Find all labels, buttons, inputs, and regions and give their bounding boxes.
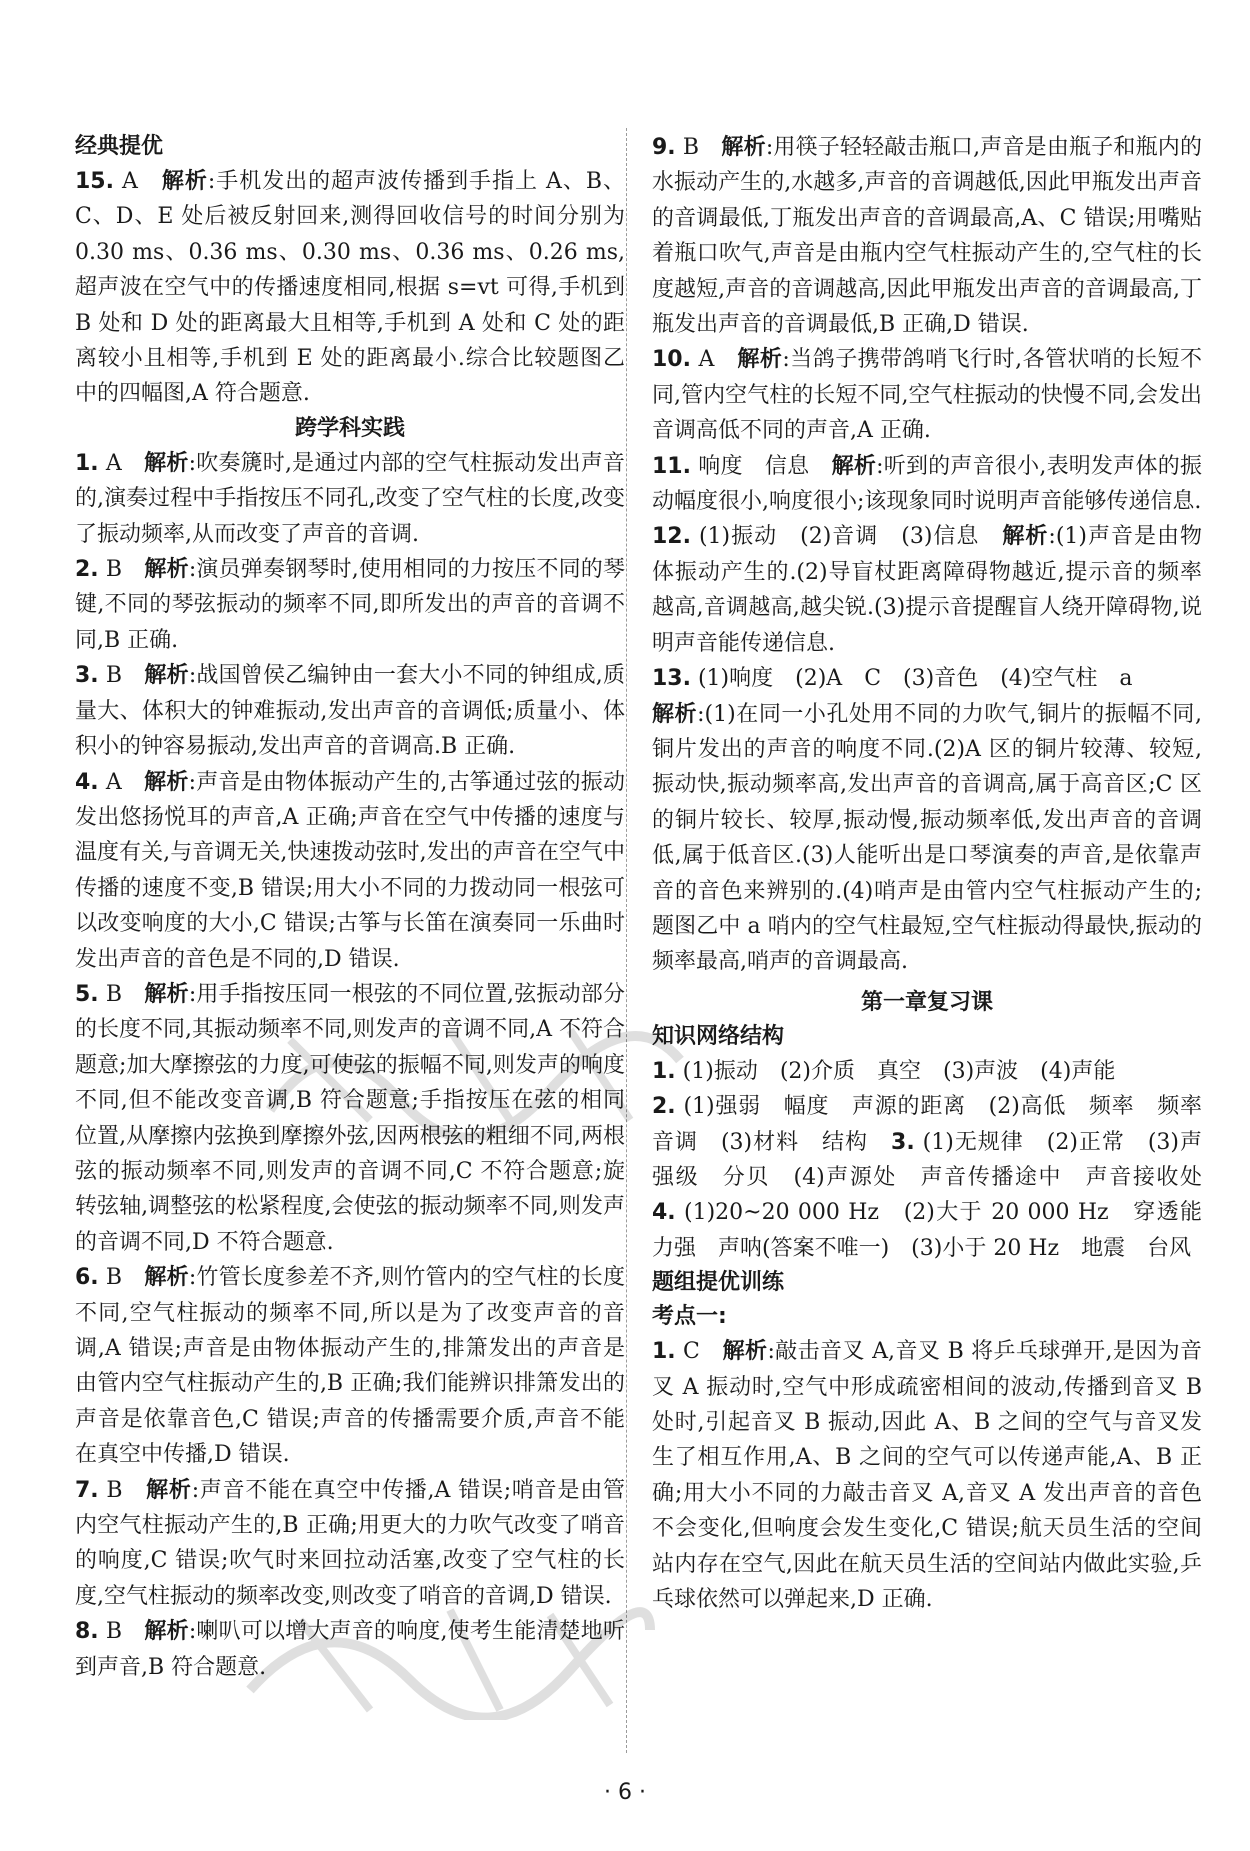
answer-2 [75,552,625,658]
question-number: 4. [75,769,99,795]
answer-9 [652,130,1202,342]
analysis-text: :听到的声音很小,表明发声体的振动幅度很小,响度很小;该现象同时说明声音能够传递信息. [652,453,1202,515]
analysis-label: 解析 [161,169,208,194]
analysis-label: 解析 [1002,524,1049,550]
knowledge-text: (1)20~20 000 Hz (2)大于 20 000 Hz 穿透能力强 声呐(答案不唯一) (3)小于 20 Hz 地震 台风 [652,1200,1202,1261]
analysis-text: :手机发出的超声波传播到手指上 A、B、C、D、E 处后被反射回来,测得回收信号的时间分别为0.30 ms、0.36 ms、0.30 ms、0.36 ms、0.26 ms,超声波在空气中的传播速度相同,根据 s=vt 可得,手机到 B 处和 D 处的距离最大且相等,手机到 A 处和 C 处的距离较小且相等,手机到 E 处的距离最小.综合比较题图乙中的四幅图,A 符合题意. [75,169,625,407]
answer-choice: A [98,769,122,795]
exam-point-one-title: 考点一: [652,1304,727,1330]
analysis-label: 解析 [144,1265,189,1291]
analysis-label: 解析 [144,981,189,1007]
section-title-interdisciplinary: 跨学科实践 [294,415,405,441]
analysis-label: 解析 [144,1619,189,1645]
analysis-label: 解析 [831,453,877,479]
question-number: 13. [652,666,691,692]
answer-choice: B [98,981,123,1007]
section-title-classic: 经典提优 [75,134,164,159]
analysis-text: :演员弹奏钢琴时,使用相同的力按压不同的琴键,不同的琴弦振动的频率不同,即所发出的声音的音调不同,B 正确. [75,557,625,653]
question-number: 15. [75,169,114,194]
analysis-text: :用筷子轻轻敲击瓶口,声音是由瓶子和瓶内的水振动产生的,水越多,声音的音调越低,因此甲瓶发出声音的音调最低,丁瓶发出声音的音调最高,A、C 错误;用嘴贴着瓶口吹气,声音是由瓶内空气柱振动产生的,空气柱的长度越短,声音的音调越高,因此甲瓶发出声音的音调最高,丁瓶发出声音的音调最低,B 正确,D 错误. [652,135,1202,338]
analysis-text: :喇叭可以增大声音的响度,使考生能清楚地听到声音,B 符合题意. [75,1619,625,1680]
answer-choice: C [675,1339,700,1365]
answer-6 [75,1260,625,1472]
answer-4 [75,765,625,977]
question-number: 3. [891,1129,915,1155]
question-number: 1. [652,1339,676,1365]
analysis-text: :(1)声音是由物体振动产生的.(2)导盲杖距离障碍物越近,提示音的频率越高,音调越高,越尖锐.(3)提示音提醒盲人绕开障碍物,说明声音能传递信息. [652,524,1202,656]
answer-13-analysis [652,697,1202,980]
question-number: 7. [75,1477,99,1503]
question-number: 1. [652,1058,676,1084]
question-number: 12. [652,524,691,550]
knowledge-text: (1)无规律 (2)正常 (3)声强级 分贝 (4)声源处 声音传播途中 声音接收处 [652,1129,1224,1190]
answer-choice: A [113,169,138,194]
analysis-text: :声音不能在真空中传播,A 错误;哨音是由管内空气柱振动产生的,B 正确;用更大的力吹气改变了哨音的响度,C 错误;吹气时来回拉动活塞,改变了空气柱的长度,空气柱振动的频率改变,则改变了哨音的音调,D 错误. [75,1477,625,1609]
analysis-label: 解析 [722,1339,768,1365]
analysis-label: 解析 [144,663,189,689]
answer-choice: B [98,1477,123,1503]
knowledge-text: (1)强弱 幅度 声源的距离 (2)高低 频率 频率 音调 (3)材料 结构 [652,1094,1225,1155]
answer-13 [652,661,1202,696]
answer-7 [75,1473,625,1615]
answer-8 [75,1614,625,1685]
question-number: 1. [75,450,99,476]
knowledge-text: (1)振动 (2)介质 真空 (3)声波 (4)声能 [675,1058,1116,1084]
answer-choice: 响度 信息 [690,453,810,479]
answer-3 [75,658,625,764]
answer-15 [75,164,625,412]
analysis-text: :用手指按压同一根弦的不同位置,弦振动部分的长度不同,其振动频率不同,则发声的音调不同,A 不符合题意;加大摩擦弦的力度,可使弦的振幅不同,则发声的响度不同,但不能改变音调,B 符合题意;手指按压在弦的相同位置,从摩擦内弦换到摩擦外弦,因两根弦的粗细不同,两根弦的振动频率不同,则发声的音调不同,C 不符合题意;旋转弦轴,调整弦的松紧程度,会使弦的振动频率不同,则发声的音调不同,D 不符合题意. [75,981,625,1255]
analysis-text: :吹奏篪时,是通过内部的空气柱振动发出声音的,演奏过程中手指按压不同孔,改变了空气柱的长度,改变了振动频率,从而改变了声音的音调. [75,450,625,547]
analysis-text: :战国曾侯乙编钟由一套大小不同的钟组成,质量大、体积大的钟难振动,发出声音的音调低;质量小、体积小的钟容易振动,发出声音的音调高.B 正确. [75,663,625,760]
answer-choice: B [98,557,123,583]
left-column [75,130,625,1685]
answer-10 [652,342,1202,448]
column-divider [626,128,627,1753]
right-column [652,130,1225,1617]
question-number: 4. [652,1200,676,1226]
answer-5 [75,977,625,1260]
analysis-label: 解析 [144,450,189,476]
answer-choice: (1)振动 (2)音调 (3)信息 [690,524,980,550]
training-answer-1 [652,1334,1202,1617]
question-number: 6. [75,1265,99,1291]
answer-1 [75,446,625,552]
group-training-title: 题组提优训练 [652,1270,785,1296]
question-number: 11. [652,453,691,479]
question-number: 3. [75,663,99,689]
analysis-text: :(1)在同一小孔处用不同的力吹气,铜片的振幅不同,铜片发出的声音的响度不同.(2)A 区的铜片较薄、较短,振动快,振动频率高,发出声音的音调高,属于高音区;C 区的铜片较长、较厚,振动慢,振动频率低,发出声音的音调低,属于低音区.(3)人能听出是口琴演奏的声音,是依靠声音的音色来辨别的.(4)哨声是由管内空气柱振动产生的;题图乙中 a 哨内的空气柱最短,空气柱振动得最快,振动的频率最高,哨声的音调最高. [652,701,1202,975]
analysis-label: 解析 [146,1477,192,1503]
answer-11 [652,449,1202,520]
answer-12 [652,519,1202,661]
question-number: 2. [75,557,99,583]
question-number: 10. [652,347,691,373]
answer-choice: A [690,347,715,373]
page-number: · 6 · [604,1780,646,1805]
analysis-text: :声音是由物体振动产生的,古筝通过弦的振动发出悠扬悦耳的声音,A 正确;声音在空气中传播的速度与温度有关,与音调无关,快速拨动弦时,发出的声音在空气中传播的速度不变,B 错误;用大小不同的力拨动同一根弦可以改变响度的大小,C 错误;古筝与长笛在演奏同一乐曲时发出声音的音色是不同的,D 错误. [75,769,625,972]
knowledge-item-2-4 [652,1089,1225,1266]
knowledge-network-title: 知识网络结构 [652,1023,785,1049]
analysis-label: 解析 [721,135,766,160]
analysis-text: :敲击音叉 A,音叉 B 将乒乓球弹开,是因为音叉 A 振动时,空气中形成疏密相间的波动,传播到音叉 B 处时,引起音叉 B 振动,因此 A、B 之间的空气与音叉发生了相互作用,A、B 之间的空气可以传递声能,A、B 正确;用大小不同的力敲击音叉 A,音叉 A 发出声音的音色不会变化,但响度会发生变化,C 错误;航天员生活的空间站内存在空气,因此在航天员生活的空间站内做此实验,乒乓球依然可以弹起来,D 正确. [652,1339,1202,1613]
answer-choice: B [675,135,700,160]
answer-choice: (1)响度 (2)A C (3)音色 (4)空气柱 a [690,666,1133,692]
analysis-label: 解析 [652,701,698,727]
answer-choice: B [98,1619,123,1645]
question-number: 5. [75,981,99,1007]
answer-choice: B [98,663,123,689]
question-number: 8. [75,1619,99,1645]
chapter-review-title: 第一章复习课 [860,989,993,1015]
answer-choice: A [98,450,122,476]
analysis-label: 解析 [737,347,783,373]
knowledge-item-1 [652,1054,1202,1089]
analysis-text: :当鸽子携带鸽哨飞行时,各管状哨的长短不同,管内空气柱的长短不同,空气柱振动的快慢不同,会发出音调高低不同的声音,A 正确. [652,347,1202,444]
analysis-text: :竹管长度参差不齐,则竹管内的空气柱的长度不同,空气柱振动的频率不同,所以是为了改变声音的音调,A 错误;声音是由物体振动产生的,排箫发出的声音是由管内空气柱振动产生的,B 正确;我们能辨识排箫发出的声音是依靠音色,C 错误;声音的传播需要介质,声音不能在真空中传播,D 错误. [75,1265,625,1468]
question-number: 2. [652,1094,676,1120]
analysis-label: 解析 [144,769,189,795]
analysis-label: 解析 [144,557,189,583]
question-number: 9. [652,135,676,160]
answer-choice: B [98,1265,123,1291]
